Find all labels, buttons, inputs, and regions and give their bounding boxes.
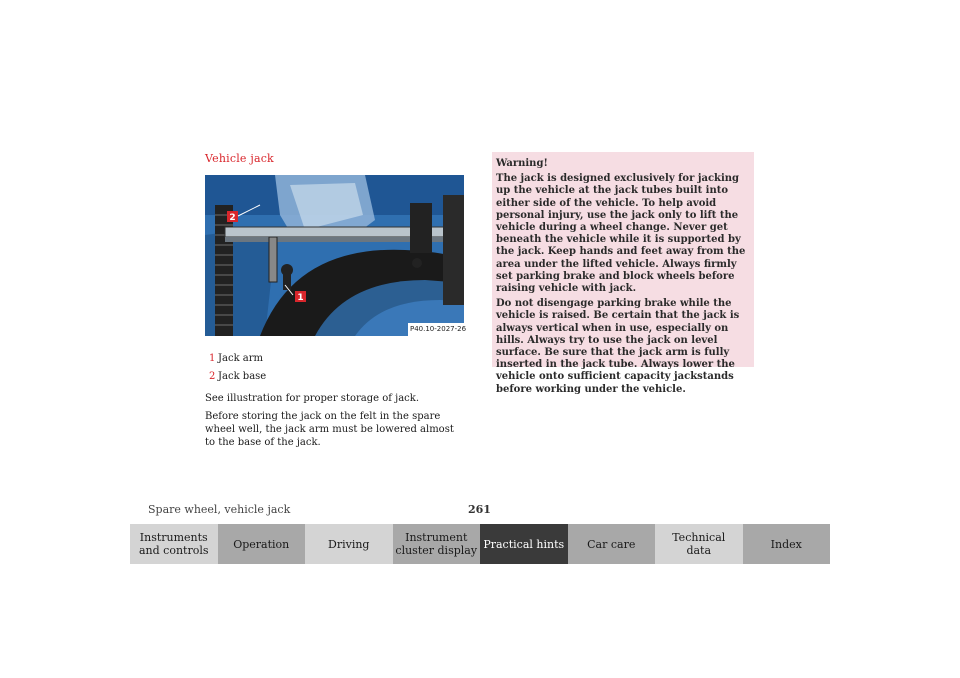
legend-item: 1 Jack arm: [209, 353, 264, 364]
figure-legend: [209, 350, 266, 386]
tab-operation[interactable]: Operation: [218, 524, 306, 564]
callout-1: 1: [297, 293, 304, 303]
tab-car-care[interactable]: Car care: [568, 524, 656, 564]
tab-instrument-cluster-display[interactable]: Instrument cluster display: [393, 524, 481, 564]
warning-paragraph: Do not disengage parking brake while the vehicle is raised. Be certain that the jack is always vertical when in use, especially on hills. Always try to use the jack on level surface. Be sure that the jack arm is fully inserted in the jack tube. Always lower the vehicle onto sufficient capacity jackstands before working under the vehicle.: [496, 298, 740, 395]
body-text: [205, 392, 467, 454]
chapter-nav: [130, 524, 830, 564]
legend-item: 2 Jack base: [209, 371, 267, 382]
tab-practical-hints[interactable]: Practical hints: [480, 524, 568, 564]
page-number: 261: [468, 503, 491, 516]
body-paragraph: Before storing the jack on the felt in the spare wheel well, the jack arm must be lowered almost to the base of the jack.: [205, 411, 454, 448]
warning-paragraph: The jack is designed exclusively for jacking up the vehicle at the jack tubes built into either side of the vehicle. To help avoid personal injury, use the jack only to lift the vehicle during a wheel change. Never get beneath the vehicle while it is supported by the jack. Keep hands and feet away from the area under the lifted vehicle. Always firmly set parking brake and block wheels before raising vehicle with jack.: [496, 173, 746, 295]
warning-title: Warning!: [496, 158, 548, 169]
callout-2: 2: [229, 213, 236, 223]
footer-section-title: Spare wheel, vehicle jack: [148, 503, 291, 516]
figure-code: P40.10-2027-26: [410, 325, 467, 333]
tab-index[interactable]: Index: [743, 524, 831, 564]
tab-instruments-and-controls[interactable]: Instruments and controls: [130, 524, 218, 564]
warning-box: [492, 152, 754, 395]
jack-illustration: [205, 175, 467, 336]
body-paragraph: See illustration for proper storage of jack.: [205, 393, 420, 404]
tab-driving[interactable]: Driving: [305, 524, 393, 564]
tab-technical-data[interactable]: Technical data: [655, 524, 743, 564]
section-heading: Vehicle jack: [205, 152, 274, 165]
